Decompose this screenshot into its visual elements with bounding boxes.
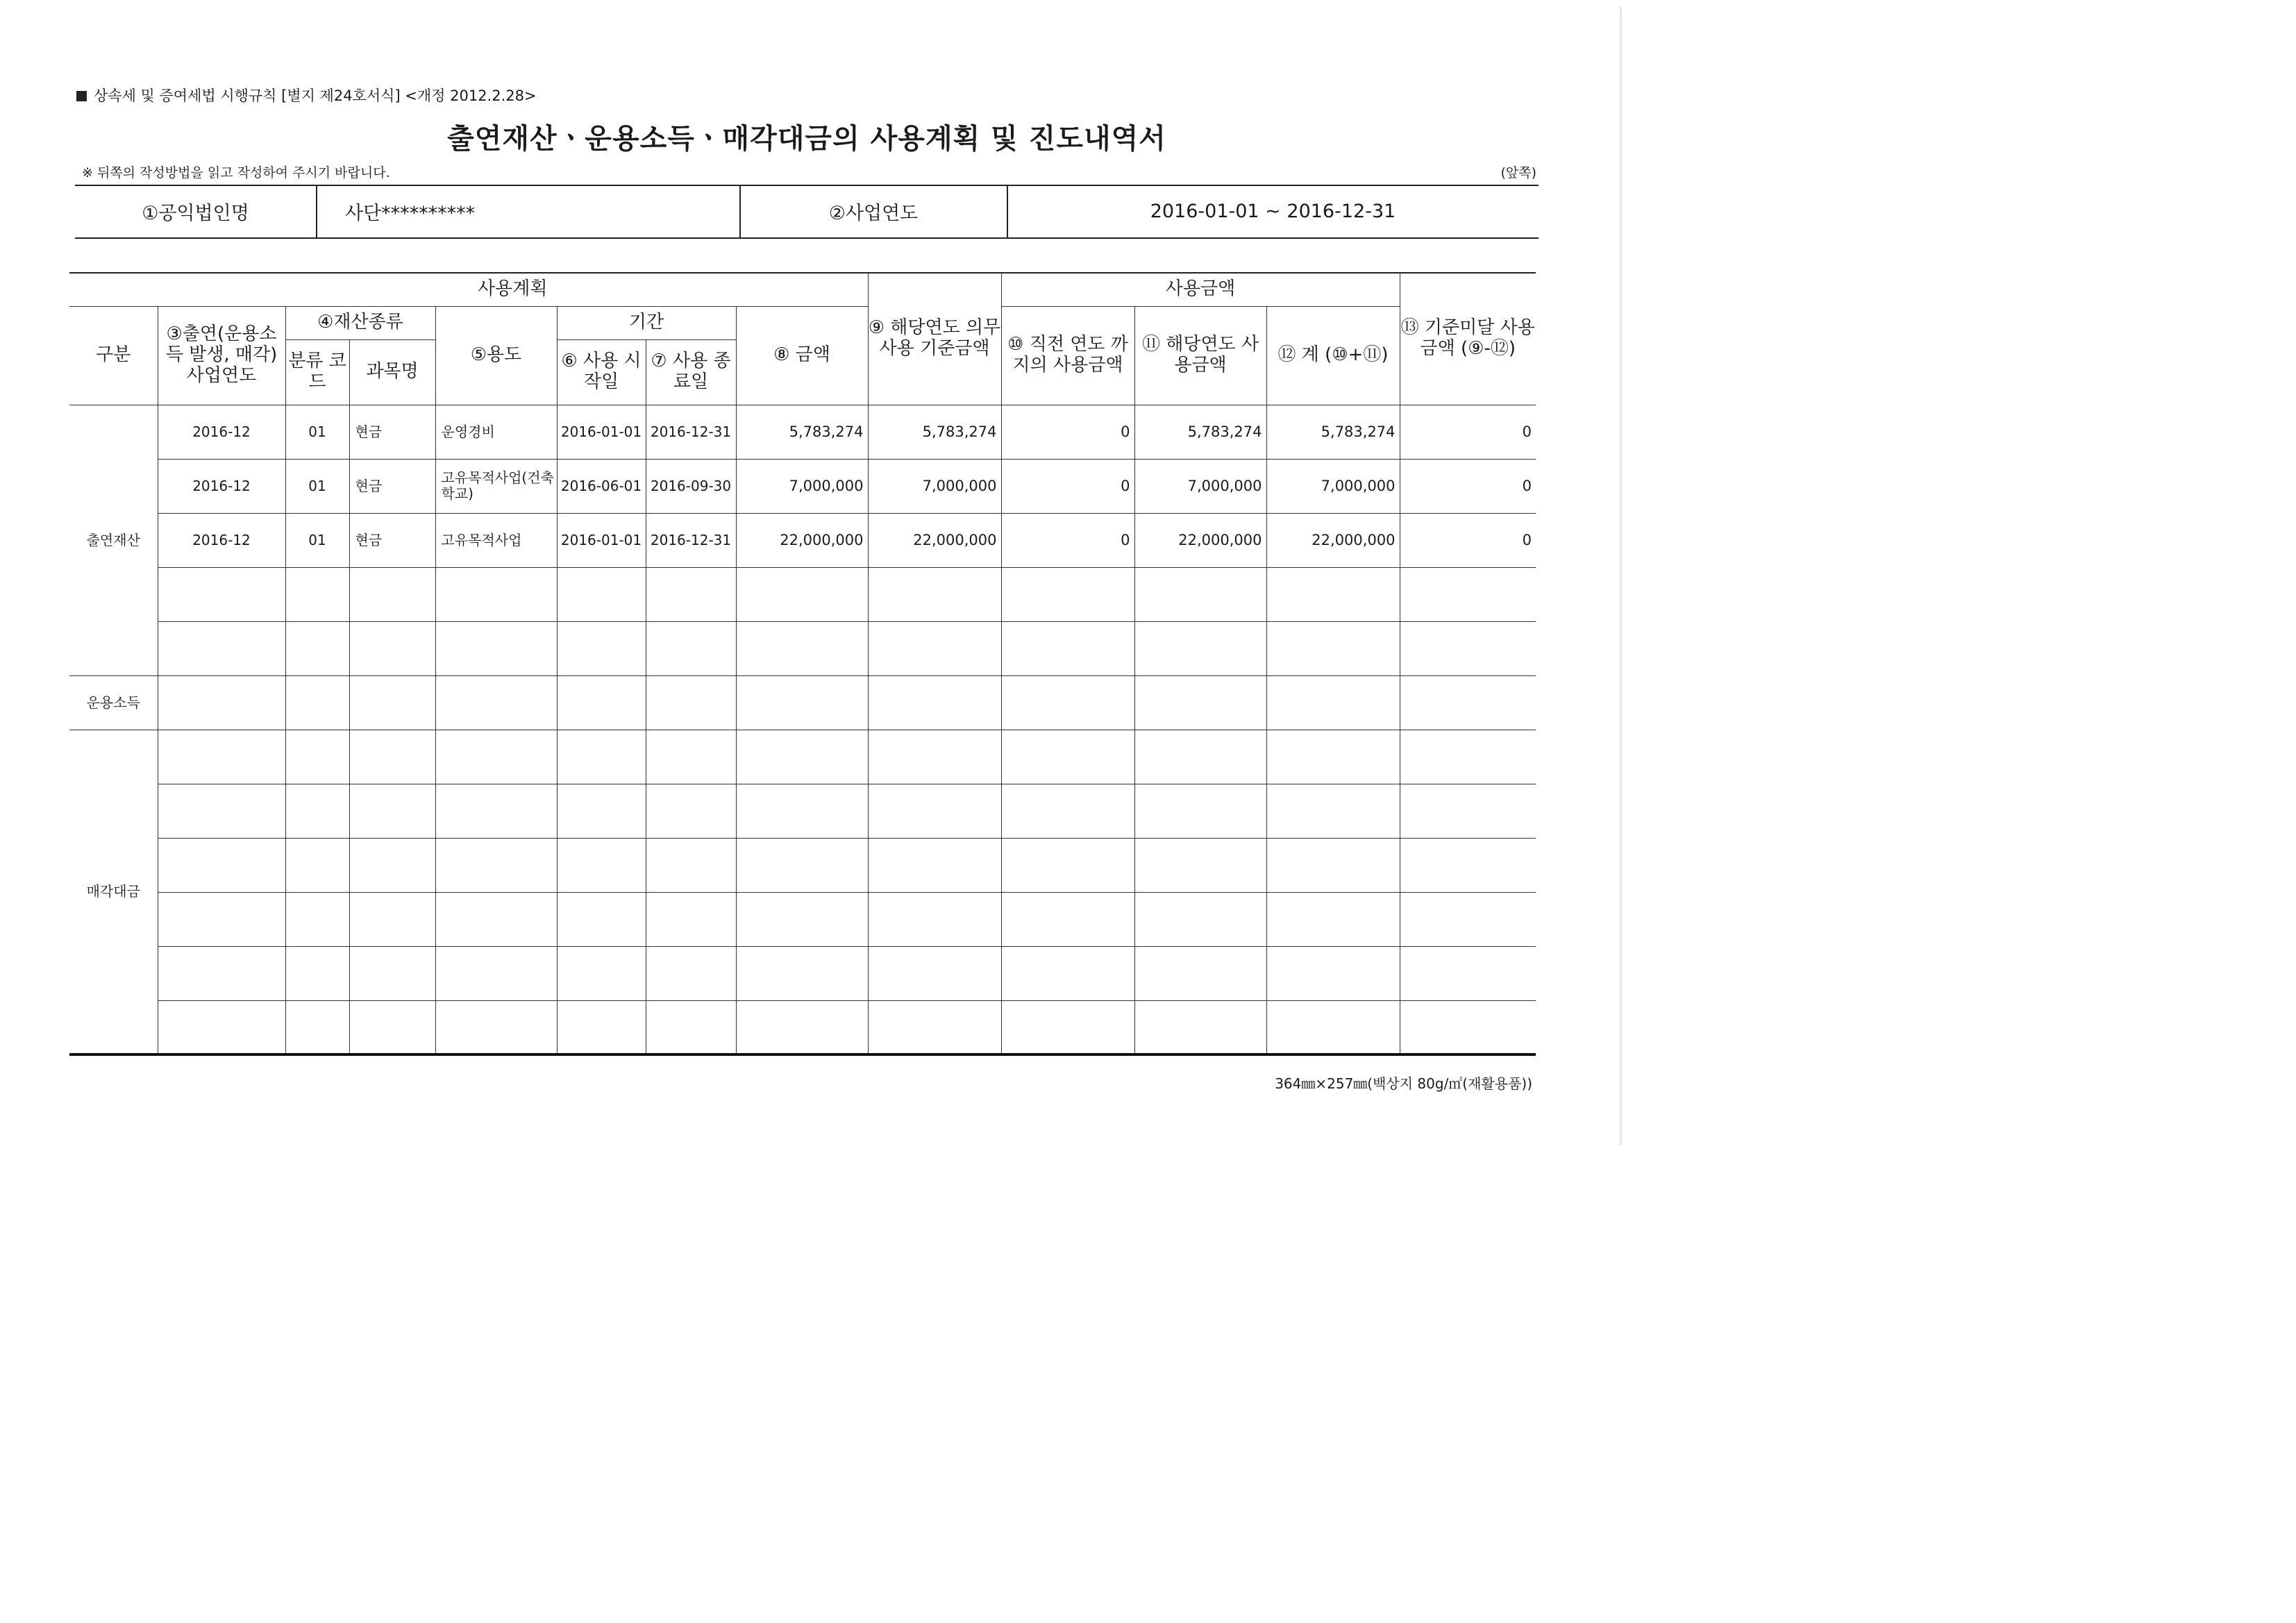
row-start: 2016-01-01: [557, 513, 646, 567]
row-prev: 0: [1001, 513, 1134, 567]
row-current: 5,783,274: [1134, 405, 1266, 459]
row-amount: 7,000,000: [736, 459, 868, 513]
row-prev: 0: [1001, 459, 1134, 513]
table-row: [69, 730, 1536, 784]
prev-usage-header: ⑩ 직전 연도 까지의 사용금액: [1001, 306, 1134, 405]
account-name-header: 과목명: [349, 339, 435, 405]
table-row: [69, 784, 1536, 838]
row-purpose: 고유목적사업(건축학교): [435, 459, 557, 513]
row-code: 01: [285, 513, 349, 567]
table-row: [69, 405, 1536, 459]
row-year: 2016-12: [158, 405, 285, 459]
table-row: [69, 567, 1536, 621]
row-required: 5,783,274: [868, 405, 1001, 459]
end-date-header: ⑦ 사용 종료일: [646, 339, 736, 405]
table-row: [69, 838, 1536, 892]
row-prev: 0: [1001, 405, 1134, 459]
row-total: 22,000,000: [1266, 513, 1400, 567]
row-current: 7,000,000: [1134, 459, 1266, 513]
info-bottom-border: [75, 237, 1539, 239]
row-account: 현금: [349, 459, 435, 513]
usage-amount-header: 사용금액: [1001, 273, 1400, 306]
amount-header: ⑧ 금액: [736, 306, 868, 405]
law-reference: [76, 85, 537, 106]
row-purpose: 고유목적사업: [435, 513, 557, 567]
row-code: 01: [285, 459, 349, 513]
table-row: [69, 675, 1536, 730]
row-shortfall: 0: [1400, 513, 1536, 567]
paper-size-note: 364㎜×257㎜(백상지 80g/㎡(재활용품)): [1275, 1075, 1532, 1092]
business-year-value: 2016-01-01 ~ 2016-12-31: [1150, 200, 1396, 222]
business-year-label: ②사업연도: [828, 202, 919, 224]
row-start: 2016-06-01: [557, 459, 646, 513]
org-name-value: 사단**********: [345, 202, 476, 224]
form-title: 출연재산ㆍ운용소득ㆍ매각대금의 사용계획 및 진도내역서: [447, 123, 1166, 155]
section-operating: 운용소득: [69, 675, 158, 730]
law-reference-text: 상속세 및 증여세법 시행규칙 [별지 제24호서식] <개정 2012.2.28>: [94, 87, 537, 104]
row-purpose: 운영경비: [435, 405, 557, 459]
info-divider-1: [316, 186, 317, 237]
period-header: 기간: [557, 306, 736, 339]
row-code: 01: [285, 405, 349, 459]
row-required: 7,000,000: [868, 459, 1001, 513]
row-shortfall: 0: [1400, 459, 1536, 513]
table-row: [69, 513, 1536, 567]
row-account: 현금: [349, 405, 435, 459]
required-amount-header: ⑨ 해당연도 의무사용 기준금액: [868, 273, 1001, 405]
row-end: 2016-12-31: [646, 513, 736, 567]
purpose-header: ⑤용도: [435, 306, 557, 405]
section-sale: 매각대금: [69, 730, 158, 1054]
row-start: 2016-01-01: [557, 405, 646, 459]
row-end: 2016-12-31: [646, 405, 736, 459]
table-row: [69, 946, 1536, 1000]
row-amount: 22,000,000: [736, 513, 868, 567]
row-end: 2016-09-30: [646, 459, 736, 513]
shortfall-header: ⑬ 기준미달 사용금액 (⑨-⑫): [1400, 273, 1536, 405]
property-type-header: ④재산종류: [285, 306, 435, 339]
org-name-label: ①공익법인명: [142, 202, 249, 224]
row-current: 22,000,000: [1134, 513, 1266, 567]
class-code-header: 분류 코드: [285, 339, 349, 405]
category-header: 구분: [69, 306, 158, 405]
table-row: [69, 892, 1536, 946]
blank-header-cell: [69, 273, 158, 306]
usage-plan-table: [69, 272, 1536, 1056]
page-edge-shadow: [1620, 7, 1622, 1145]
table-row: [69, 1000, 1536, 1054]
row-total: 5,783,274: [1266, 405, 1400, 459]
instruction-note: ※ 뒤쪽의 작성방법을 읽고 작성하여 주시기 바랍니다.: [82, 165, 390, 180]
square-bullet-icon: [76, 91, 87, 101]
row-shortfall: 0: [1400, 405, 1536, 459]
contribution-year-header: ③출연(운용소득 발생, 매각) 사업연도: [158, 306, 285, 405]
row-amount: 5,783,274: [736, 405, 868, 459]
total-usage-header: ⑫ 계 (⑩+⑪): [1266, 306, 1400, 405]
front-side-label: (앞쪽): [1500, 165, 1536, 180]
section-contributed: 출연재산: [69, 405, 158, 675]
row-required: 22,000,000: [868, 513, 1001, 567]
table-row: [69, 621, 1536, 675]
table-row: [69, 459, 1536, 513]
current-usage-header: ⑪ 해당연도 사용금액: [1134, 306, 1266, 405]
usage-plan-header: 사용계획: [158, 273, 868, 306]
row-total: 7,000,000: [1266, 459, 1400, 513]
start-date-header: ⑥ 사용 시작일: [557, 339, 646, 405]
row-account: 현금: [349, 513, 435, 567]
row-year: 2016-12: [158, 513, 285, 567]
row-year: 2016-12: [158, 459, 285, 513]
